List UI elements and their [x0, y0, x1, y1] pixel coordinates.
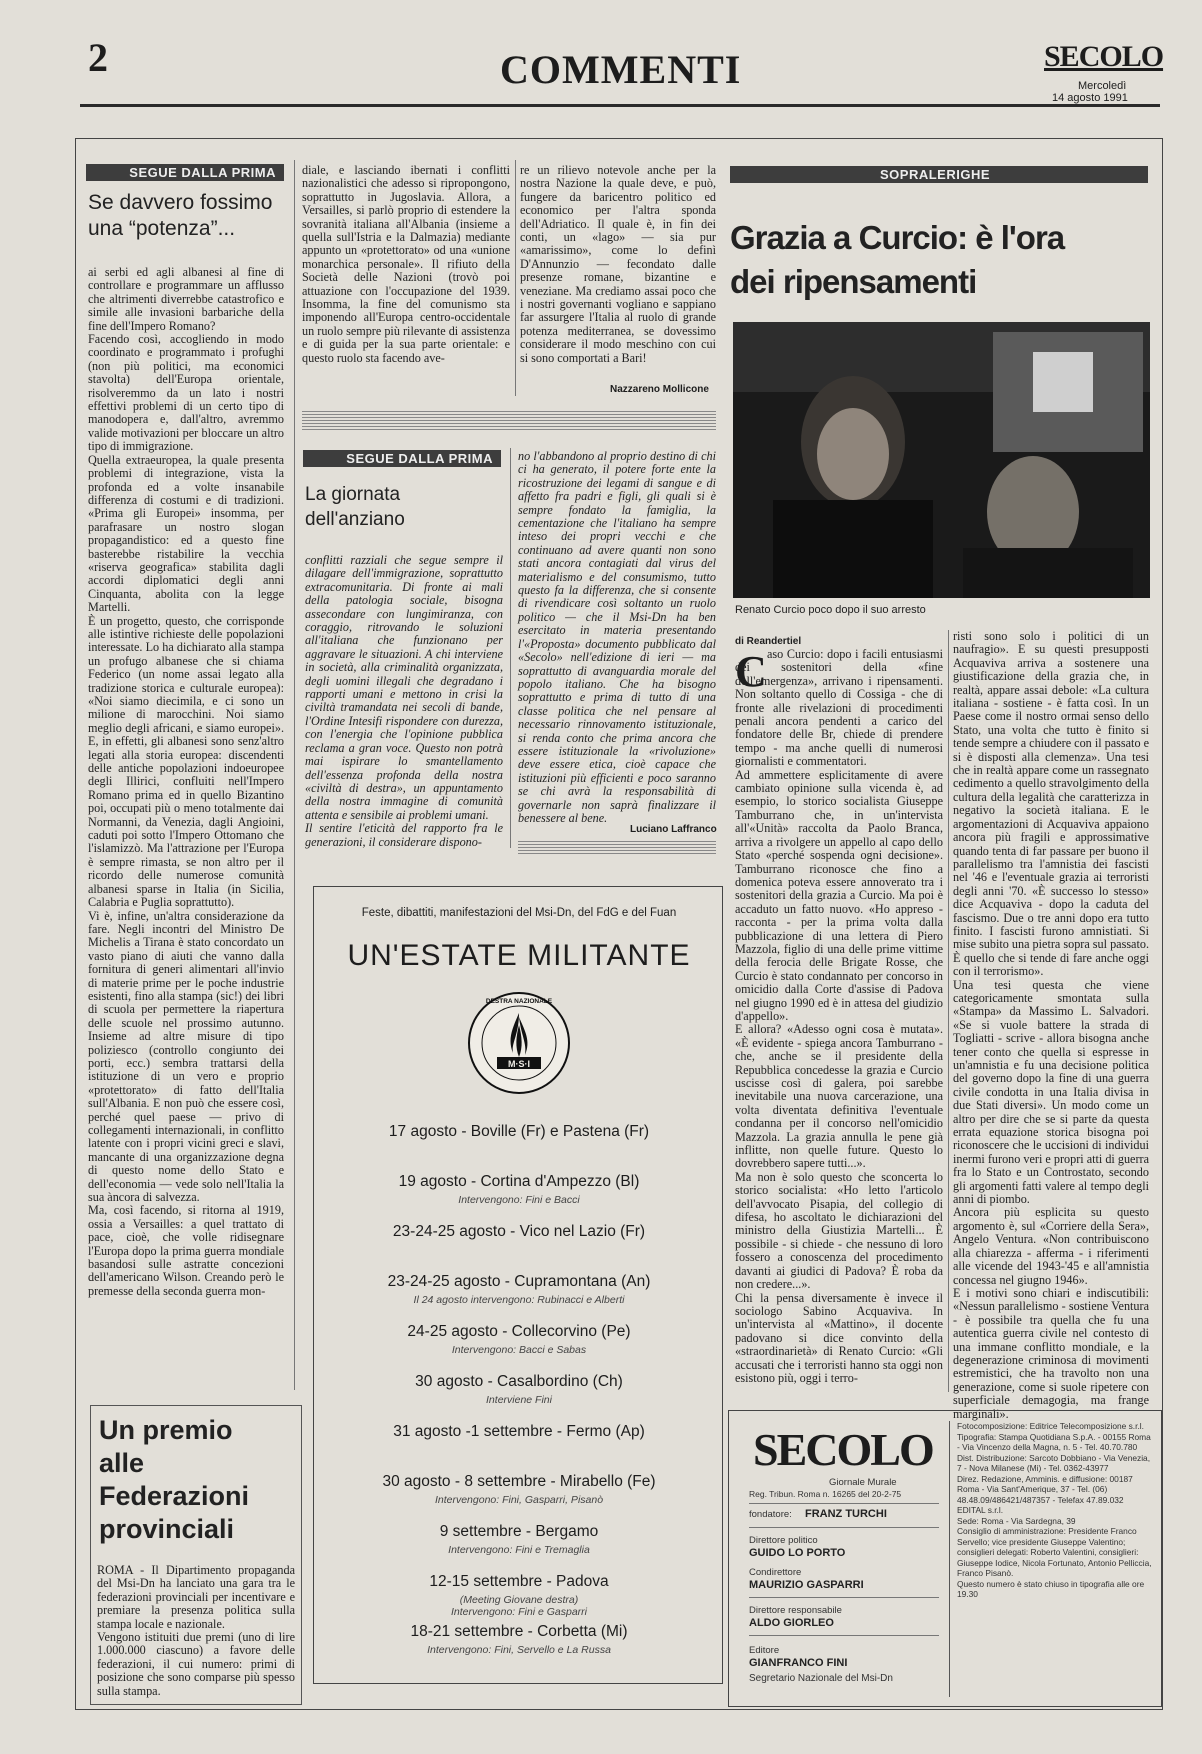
logo-text-msi: M·S·I — [508, 1059, 530, 1069]
event-speakers: Intervengono: Fini, Servello e La Russa — [427, 1644, 611, 1656]
article1-author: Nazzareno Mollicone — [610, 384, 709, 395]
premio-title-line3: Federazioni — [99, 1481, 250, 1511]
separator-hatch — [302, 410, 716, 430]
article3-kicker: SOPRALERIGHE — [730, 166, 1148, 183]
founder-name: FRANZ TURCHI — [805, 1508, 887, 1520]
separator-hatch — [518, 840, 716, 854]
editore-label: Editore — [749, 1645, 780, 1656]
article1-kicker: SEGUE DALLA PRIMA — [86, 164, 284, 181]
imprint-column-divider — [949, 1421, 950, 1697]
condir-label: Condirettore — [749, 1567, 802, 1578]
imprint-details: Fotocomposizione: Editrice Telecomposizione s.r.l. Tipografia: Stampa Quotidiana S.p.A. - 00155 Roma - Via Vincenzo della Magna, n. 5 - Tel. 40.70.780 Dist. Distribuzione: Sarcoto Dobbiano - Via Venezia, 7 - Nova Milanese (Mi) - Tel. 0362-43977 Direz. Redazione, Amminis. e diffusione: 00187 Roma - Via Sant'Amerique, 37 - Tel. (06) 48.48.09/486421/487357 - Telefax 47.89.032 EDITAL s.r.l. Sede: Roma - Via Sardegna, 39 Consiglio di amministrazione: Presidente Franco Servello; vice presidente Giuseppe Valentino; consiglieri delegati: Roberto Valentini, consiglieri: Giuseppe Iodice, Nicola Fortunato, Antonio Pelliccia, Franco Pisanò. Questo numero è stato chiuso in tipografia alle ore 19.30 — [957, 1421, 1152, 1599]
article2-col2: no l'abbandono al proprio destino di chi ci ha generato, il potere forte ente la ricostruzione dei legami di sangue e di affetto fra padri e figli, gli quali si è sempre fondato la famiglia, la cementazione che l'italiano ha sempre inteso dei propri vecchi e che continuano ad avere quanti non sono stati ancora contagiati dal virus del materialismo e del consumismo, tutto questo fa la differenza, che si consente di rivendicare così soltanto un ruolo politico — che il Msi-Dn ha ben esercitato in materia presentando l'«Proposta» documento pubblicato dal «Secolo» nell'edizione di ieri — ma soprattutto di avanguardia morale del popolo italiano. Che ha bisogno soprattutto e prima di tutto di una classe politica che nel pensare al necessario rinnovamento istituzionale, si renda conto che prima ancora che essere istituzionale la «rivoluzione» deve essere etica, cioè capace che istituzioni più efficienti e poco saranno se chi avrà la responsabilità di governarle non saprà finalizzare il benessere al bene. — [518, 449, 716, 825]
premio-text: ROMA - Il Dipartimento propaganda del Msi-Dn ha lanciato una gara tra le federazioni provinciali per incentivare e premiare la presenza politica sulla stampa locale e nazionale. Vengono istituiti due premi (uno di lire 1.000.000 ciascuno) a favore delle federazioni, il cui numero: primi di posizione che sono comparse più spesso sulla stampa. — [97, 1563, 295, 1698]
imprint-divider — [749, 1635, 939, 1636]
article3-title-line2: dei ripensamenti — [730, 263, 977, 300]
article2-title — [305, 482, 405, 532]
article3-rubric: di Reandertiel — [735, 636, 802, 647]
article1-col3: re un rilievo notevole anche per la nostra Nazione la quale deve, e può, fungere da baricentro politico ed economico per l'altra sponda dell'Adriatico. Il quale è, in fin dei conti, un «lago» — sia pur «amarissimo», come lo definì D'Annunzio — fecondato dalle presenze romane, bizantine e veneziane. Ma crediamo assai poco che i nostri governanti vogliano e sappiano far assurgere l'Italia al ruolo di grande potenza mediterranea, se dovessimo considerare il modo meschino con cui si sono comportati a Bari! — [520, 163, 716, 365]
event-speakers: (Meeting Giovane destra) Intervengono: Fini e Gasparri — [451, 1594, 587, 1618]
event-date-location: 30 agosto - Casalbordino (Ch) — [415, 1373, 623, 1390]
premio-title-line1: Un premio — [99, 1415, 233, 1445]
editore-name: GIANFRANCO FINI — [749, 1657, 848, 1669]
drop-cap: C — [735, 647, 767, 696]
article3-title-line1: Grazia a Curcio: è l'ora — [730, 219, 1065, 256]
imprint-logo-sub: Giornale Murale — [829, 1477, 897, 1488]
article2-title-line2: dell'anziano — [305, 509, 405, 530]
dir-resp-name: ALDO GIORLEO — [749, 1617, 834, 1629]
column-divider — [515, 160, 516, 396]
event-speakers: Intervengono: Fini e Tremaglia — [448, 1544, 590, 1556]
imprint-divider — [749, 1527, 939, 1528]
header-date: 14 agosto 1991 — [1052, 92, 1128, 104]
article1-title-line2: una “potenza”... — [88, 217, 236, 240]
ad-title: UN'ESTATE MILITANTE — [347, 939, 691, 972]
event-speakers: Interviene Fini — [486, 1394, 552, 1406]
column-divider — [510, 448, 511, 848]
dir-pol-name: GUIDO LO PORTO — [749, 1547, 846, 1559]
curcio-photo — [733, 322, 1150, 598]
masthead-logo: SECOLO — [1044, 40, 1164, 73]
section-title: COMMENTI — [500, 47, 742, 92]
msi-flame-logo — [467, 991, 571, 1095]
event-speakers: Intervengono: Fini, Gasparri, Pisanò — [434, 1494, 604, 1506]
header-rule — [80, 104, 1160, 107]
page-number: 2 — [88, 35, 108, 80]
event-date-location: 24-25 agosto - Collecorvino (Pe) — [407, 1323, 631, 1340]
ad-intro: Feste, dibattiti, manifestazioni del Msi-Dn, del FdG e del Fuan — [361, 907, 677, 919]
article2-title-line1: La giornata — [305, 484, 401, 505]
photo-caption: Renato Curcio poco dopo il suo arresto — [735, 604, 926, 616]
event-speakers: Intervengono: Fini e Bacci — [458, 1194, 580, 1206]
event-speakers: Il 24 agosto intervengono: Rubinacci e Alberti — [413, 1294, 625, 1306]
event-date-location: 31 agosto -1 settembre - Fermo (Ap) — [393, 1423, 645, 1440]
militant-summer-ad — [313, 886, 723, 1684]
condir-name: MAURIZIO GASPARRI — [749, 1579, 864, 1591]
photo-scene — [733, 322, 1150, 598]
dir-pol-label: Direttore politico — [749, 1535, 818, 1546]
imprint-box — [728, 1410, 1162, 1707]
imprint-divider — [749, 1503, 939, 1504]
imprint-logo: SECOLO — [753, 1424, 933, 1475]
premio-title-line2: alle — [99, 1448, 145, 1478]
imprint-reg: Reg. Tribun. Roma n. 16265 del 20-2-75 — [749, 1489, 902, 1499]
event-date-location: 17 agosto - Boville (Fr) e Pastena (Fr) — [388, 1123, 650, 1140]
column-divider — [948, 630, 949, 1392]
editore-role: Segretario Nazionale del Msi-Dn — [749, 1673, 893, 1684]
article1-col2: diale, e lasciando ibernati i conflitti nazionalistici che adesso si ripropongono, soprattutto in Jugoslavia. Allora, a Versailles, si parlò proprio di estendere la sovranità italiana all'Albania (insieme a quella sull'Istria e la Dalmazia) mediante appunto un «protettorato» od una «unione monarchica personale». Il rifiuto della Società delle Nazioni (trovò poi attuazione con l'occupazione del 1939. Insomma, la fine del comunismo sta imponendo all'Europa centro-occidentale un ruolo sempre più rilevante di assistenza e di guida per la sua parte orientale: e questo ruolo sta facendo ave- — [302, 163, 510, 365]
article1-col1: ai serbi ed agli albanesi al fine di controllare e programmare un afflusso che altrimenti diverrebbe catastrofico e simile alle invasioni barbariche della fine dell'Impero Romano? Facendo così, accogliendo in modo coordinato e programmato i profughi (non più politici, ma economici stavolta) dell'Europa orientale, risolveremmo da un lato i nostri effettivi problemi di un certo tipo di manodopera e, dall'altro, avremmo valide motivazioni per bloccare un altro tipo di immigrazione. Quella extraeuropea, la quale presenta problemi di integrazione, vista la profonda ed a volte insanabile differenza di costumi e di tradizioni. «Prima gli Europei» insomma, per parafrasare un nostro slogan propagandistico: ed a questo fine basterebbe ristabilire la vecchia «riserva geografica» stabilita dagli accordi diplomatici degli anni Cinquanta, abolita con la legge Martelli. È un progetto, questo, che corrisponde alle istintive richieste delle popolazioni interessate. Lo ha dichiarato alla stampa un profugo albanese che si chiama Federico (un nome assai legato alla tradizione storica e culturale europea): «Noi siamo diecimila, e ci sono un milione di marocchini. Noi siamo meglio degli africani, e siamo europei». E, in effetti, gli albanesi sono senz'altro legati alla storia europea: discendenti delle antiche popolazioni indoeuropee degli Illirici, confluiti nell'Impero Romano prima ed in quello Bizantino poi, occupati più o meno totalmente dai Normanni, da Venezia, dagli Angioini, caduti poi sotto l'Impero Ottomano che l'islamizzò. Ma l'attrazione per l'Europa è sempre rimasta, se non altro per il ricordo delle numerose comunità albanesi sparse in Italia (in Sicilia, Calabria e Puglia soprattutto). Vi è, infine, un'altra considerazione da fare. Negli incontri del Ministro De Michelis a Tirana è stato concordato un vasto piano di aiuti che vanno dalla fornitura di generi alimentari all'invio di materie prime per le poche industrie esistenti, fino alla stampa (sic!) dei libri di scuola per permettere la riapertura delle scuole nel prossimo autunno. Insieme ad altre misure di tipo poliziesco (controllo congiunto dei porti, ecc.) sembra trattarsi della istituzione di un vero e proprio «protettorato» di fatto dell'Italia sull'Albania. E non può che essere così, perché quel paese — privo di collegamenti internazionali, in conflitto latente con i propri vicini greci e slavi, mancante di una organizzazione degna di questo nome dello Stato e dell'economia — vede solo nell'Italia la sua àncora di salvezza. Ma, così facendo, si ritorna al 1919, ossia a Versailles: a quel trattato di pace, cioè, che volle ridisegnare l'Europa dopo la prima guerra mondiale basandosi sulle astratte concezioni dell'americano Wilson. Creando però le premesse della seconda guerra mon- — [88, 265, 284, 1298]
article3-col1: aso Curcio: dopo i facili entusiasmi dei sostenitori della «fine dell'emergenza», arrivano i ripensamenti. Non soltanto quello di Cossiga - che di fronte alle rivelazioni di procedimenti penali ancora pendenti a carico del fondatore delle Br, chiede di prendere tempo - ma anche quelli di numerosi giornalisti e commentatori. Ad ammettere esplicitamente di avere cambiato opinione sulla vicenda è, ad esempio, lo storico socialista Giuseppe Tamburrano che, in un'intervista all'«Unità» raccolta da Paolo Branca, arriva a rivolgere un appello al capo dello Stato «perché sospenda ogni decisione». Tamburrano riconosce che fino a domenica poteva essere annoverato tra i sostenitori della grazia a Curcio. Ma poi è accaduto un fatto nuovo. «Ho appreso - racconta - per la prima volta dalla pubblicazione di una lettera di Piero Mazzola, figlio di una delle prime vittime della ferocia delle Brigate Rosse, che Curcio è stato condannato per concorso in omicidio dalla Corte d'assise di Padova nel giugno 1990 ed è in attesa del giudizio d'appello». E allora? «Adesso ogni cosa è mutata». «È evidente - spiega ancora Tamburrano - che, anche se il presidente della Repubblica concedesse la grazia e Curcio uscisse così di galera, poi sarebbe inevitabile una nuova carcerazione, una volta diventata definitiva l'eventuale condanna per il concorso nell'omicidio Mazzola. La grazia annulla le pene già inflitte, non quelle future. Questo lo dovrebbero sapere tutti...». Ma non è solo questo che sconcerta lo storico socialista: «Ho letto l'articolo dell'avvocato Pisapia, del collegio di difesa, ho ascoltato le dichiarazioni del ministro della Giustizia Martelli... È possibile - si chiede - che nessuno di loro fossero a conoscenza del procedimento davanti ai giudici di Padova? È roba da non credere...». Chi la pensa diversamente è invece il sociologo Sabino Acquaviva. In un'intervista al «Mattino», il docente padovano si dice convinto della «straordinarietà» di Renato Curcio: «Gli accusati che i terroristi hanno sta oggi non esistono più, oggi i terro- — [735, 647, 943, 1385]
column-divider — [294, 160, 295, 1390]
event-date-location: 18-21 settembre - Corbetta (Mi) — [410, 1623, 628, 1640]
premio-box — [90, 1405, 302, 1705]
event-speakers: Intervengono: Bacci e Sabas — [451, 1344, 587, 1356]
event-date-location: 9 settembre - Bergamo — [439, 1523, 599, 1540]
article2-col1: conflitti razziali che segue sempre il dilagare dell'immigrazione, soprattutto extracomunitaria. Di fronte ai mali della patologia sociale, bisogna assecondare con lungimiranza, con coraggio, ritrovando le soluzioni all'italiana che funzionano per aggravare le situazioni. A chi interviene in società, alla criminalità organizzata, degli uomini illegali che degradano i rapporti umani e mettono in crisi la civiltà tramandata nei secoli di bande, l'Ordine Intesifi rispondere con durezza, con l'energia che l'opinione pubblica reclama a gran voce. Questo non potrà mai ispirare lo smantellamento dell'essenza profonda della nostra «civiltà di destra», un appuntamento della nostra immagine di comunità attenta e sensibile ai problemi umani. Il sentire l'eticità del rapporto fra le generazioni, il considerare dispono- — [305, 553, 503, 849]
event-date-location: 30 agosto - 8 settembre - Mirabello (Fe) — [382, 1473, 656, 1490]
event-date-location: 12-15 settembre - Padova — [429, 1573, 609, 1590]
logo-text-destra: DESTRA NAZIONALE — [485, 998, 553, 1005]
event-date-location: 19 agosto - Cortina d'Ampezzo (Bl) — [398, 1173, 640, 1190]
founder-label: fondatore: — [749, 1509, 792, 1520]
article3-col2: risti sono solo i politici di un naufragio». E su questi presupposti Acquaviva arriva a sostenere una giustificazione della grazia che, in realtà, appare assai debole: «La cultura italiana - sostiene - è fatta così. In un Paese come il nostro ormai senso dello Stato, una volta che tutto è finito si tende sempre a chiudere con il passato e si è disposti alla clemenza». Una tesi che in realtà appare come un rassegnato cedimento a quello stravolgimento della cultura della legalità che caratterizza in negativo la società italiana. E le argomentazioni di Acquaviva appaiono ancora più fragili e approssimative quando tenta di far passare per buono il parallelismo tra l'amnistia dei fascisti nel '46 e l'eventuale grazia ai terroristi degli anni '70. «È successo lo stesso» dice Acquaviva - dopo la caduta del fascismo. Due o tre anni dopo era tutto finito. I fascisti furono amnistiati. Si mise subito una pietra sopra sul passato. È quello che si tende di fare anche oggi con il terrorismo». Una tesi questa che viene categoricamente smontata sulla «Stampa» da Massimo L. Salvadori. «Se si vuole battere la strada di Togliatti - scrive - allora bisogna anche tener conto che quella si espresse in un'amnistia e fu una decisione politica del governo dopo la fine di una guerra civile condotta in una Italia divisa in due Stati diversi». Un modo come un altro per dire che se si parte da questa errata equazione storica bisogna poi riconoscere che le uccisioni di individui inermi furono veri e propri atti di guerra fra lo Stato e un Controstato, secondo gli argomenti fatti valere al tempo degli anni di piombo. Ancora più esplicita su questo argomento è, sul «Corriere della Sera», Angelo Ventura. «Non contribuiscono alla chiarezza - afferma - i riferimenti alle vicende del 1943-'45 e all'amnistia concessa nel giugno 1946». E i motivi sono chiari e indiscutibili: «Nessun parallelismo - sostiene Ventura - è possibile tra quella che fu una autentica guerra civile nel contesto di una immane conflitto mondiale, e la degenerazione criminosa di movimenti estremistici, che ha travolto non una generazione, come si suole ripetere con superficiale demagogia, ma frange marginali». — [953, 629, 1149, 1421]
premio-title — [99, 1414, 249, 1546]
article2-author: Luciano Laffranco — [630, 824, 717, 835]
imprint-divider — [749, 1597, 939, 1598]
event-date-location: 23-24-25 agosto - Vico nel Lazio (Fr) — [392, 1223, 646, 1240]
header-weekday: Mercoledì — [1078, 80, 1127, 92]
article2-kicker: SEGUE DALLA PRIMA — [303, 450, 501, 467]
event-date-location: 23-24-25 agosto - Cupramontana (An) — [387, 1273, 651, 1290]
article3-title — [730, 216, 1064, 304]
article1-title-line1: Se davvero fossimo — [88, 191, 273, 214]
premio-title-line4: provinciali — [99, 1514, 235, 1544]
dir-resp-label: Direttore responsabile — [749, 1605, 842, 1616]
article1-title — [88, 190, 272, 242]
